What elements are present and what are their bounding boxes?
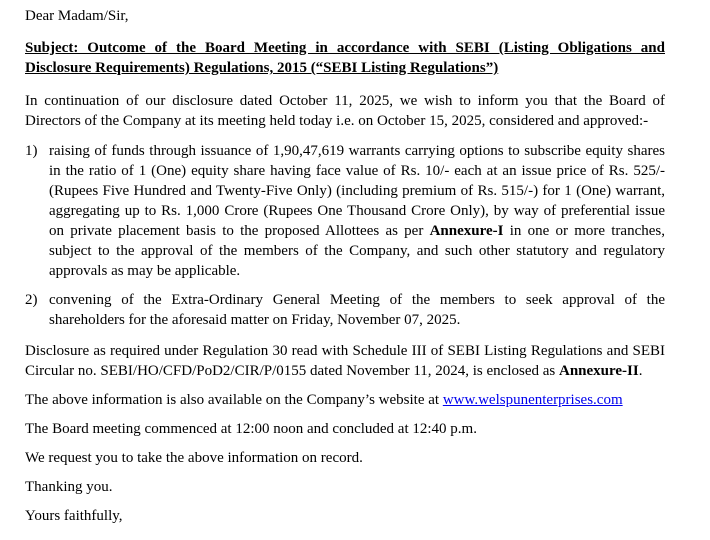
website-link[interactable]: www.welspunenterprises.com — [442, 392, 623, 408]
meeting-time-paragraph: The Board meeting commenced at 12:00 noon and concluded at 12:40 p.m. — [25, 421, 477, 437]
list-item-number: 2) — [25, 292, 38, 308]
list-item — [25, 290, 665, 330]
annexure-1-reference: Annexure-I — [429, 223, 504, 239]
website-paragraph — [25, 390, 665, 410]
website-text: The above information is also available on the Company’s website at — [25, 392, 443, 408]
subject-line: Subject: Outcome of the Board Meeting in accordance with SEBI (Listing Obligations and Disclosure Requirements) Regulations, 2015 (“SEBI Listing Regulations”) — [25, 40, 665, 76]
closing-line: Yours faithfully, — [25, 508, 123, 524]
intro-paragraph: In continuation of our disclosure dated October 11, 2025, we wish to inform you that the Board of Directors of the Company at its meeting held today i.e. on October 15, 2025, considered and approved:- — [25, 93, 665, 129]
disclosure-end: . — [638, 363, 643, 379]
list-item-text-before: raising of funds through issuance of 1,90,47,619 warrants carrying options to subscribe equity shares in the ratio of 1 (One) equity share having face value of Rs. 10/- each at an issue price of Rs. 525/- (Rupees Five Hundred and Twenty-Five Only) (including premium of Rs. 515/-) for 1 (One) warrant, aggregating up to Rs. 1,000 Crore (Rupees One Thousand Crore Only), by way of preferential issue on private placement basis to the proposed Allottees as per — [49, 143, 665, 239]
approved-items-list — [25, 141, 665, 330]
list-item — [25, 141, 665, 281]
letter-body — [25, 6, 665, 535]
disclosure-text: Disclosure as required under Regulation 30 read with Schedule III of SEBI Listing Regulations and SEBI Circular no. SEBI/HO/CFD/PoD2/CIR/P/0155 dated November 11, 2024, is enclosed as — [25, 343, 665, 379]
list-item-text — [49, 141, 665, 281]
list-item-text-after: in one or more tranches, subject to the approval of the members of the Company, and such other statutory and regulatory approvals as may be applicable. — [49, 223, 665, 279]
request-paragraph: We request you to take the above information on record. — [25, 450, 363, 466]
salutation: Dear Madam/Sir, — [25, 8, 129, 24]
disclosure-paragraph — [25, 341, 665, 381]
list-item-text: convening of the Extra-Ordinary General Meeting of the members to seek approval of the shareholders for the aforesaid matter on Friday, November 07, 2025. — [49, 292, 665, 328]
annexure-2-reference: Annexure-II — [559, 363, 639, 379]
list-item-number: 1) — [25, 143, 38, 159]
thanks-line: Thanking you. — [25, 479, 113, 495]
